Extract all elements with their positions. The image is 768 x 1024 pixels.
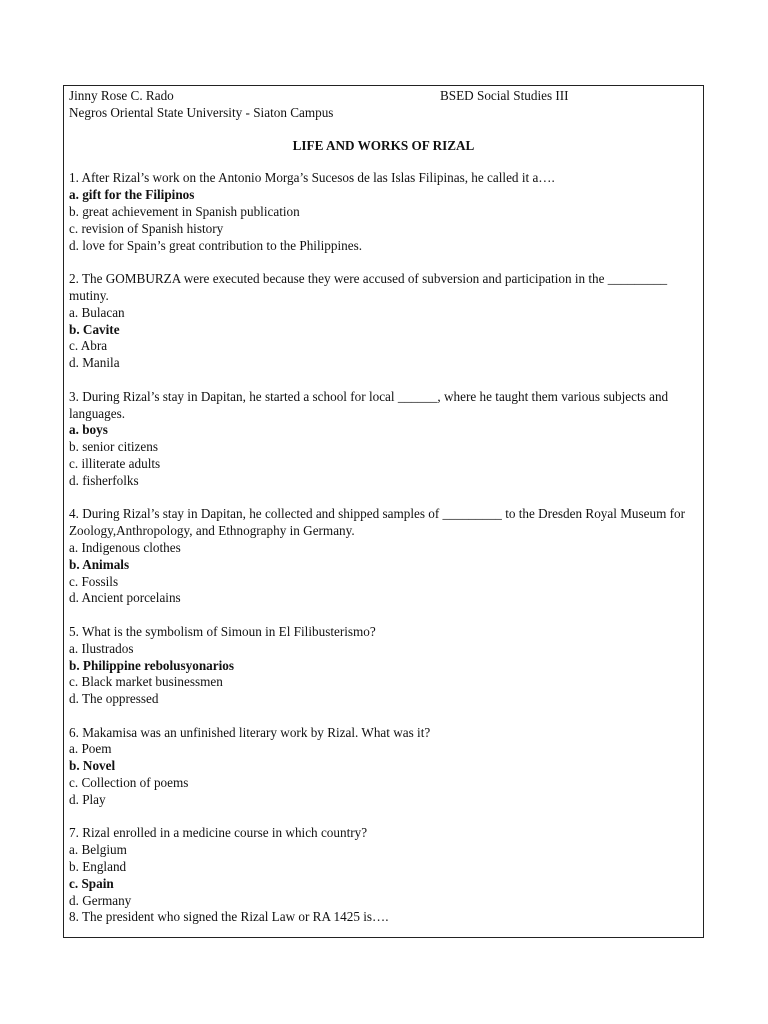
answer-option-correct: a. gift for the Filipinos	[69, 187, 195, 203]
question-item	[69, 506, 694, 607]
question-item	[69, 271, 694, 372]
question-item	[69, 909, 694, 926]
answer-option: c. Black market businessmen	[69, 674, 223, 690]
answer-option-correct: b. Cavite	[69, 321, 120, 337]
question-item	[69, 170, 694, 254]
answer-option: d. The oppressed	[69, 691, 159, 707]
answer-option: b. England	[69, 859, 127, 875]
question-text: 1. After Rizal’s work on the Antonio Morga’s Sucesos de las Islas Filipinas, he called it a….	[69, 170, 555, 186]
answer-option: d. fisherfolks	[69, 472, 139, 488]
question-text: 4. During Rizal’s stay in Dapitan, he collected and shipped samples of _________ to the Dresden Royal Museum for Zoology,Anthropology, and Ethnography in Germany.	[69, 506, 686, 539]
document-title: LIFE AND WORKS OF RIZAL	[292, 137, 475, 153]
answer-option-correct: b. Animals	[69, 556, 130, 572]
question-item	[69, 725, 694, 809]
answer-option-correct: b. Novel	[69, 758, 116, 774]
answer-option-correct: c. Spain	[69, 875, 114, 891]
answer-option: c. Fossils	[69, 573, 119, 589]
answer-option: b. great achievement in Spanish publication	[69, 203, 300, 219]
answer-option: c. revision of Spanish history	[69, 220, 224, 236]
question-text: 6. Makamisa was an unfinished literary work by Rizal. What was it?	[69, 724, 431, 740]
answer-option: a. Ilustrados	[69, 640, 134, 656]
question-text: 3. During Rizal’s stay in Dapitan, he started a school for local ______, where he taught them various subjects and languages.	[69, 388, 669, 421]
answer-option: d. Germany	[69, 892, 132, 908]
answer-option: c. Abra	[69, 338, 108, 354]
answer-option: d. Ancient porcelains	[69, 590, 181, 606]
answer-option: b. senior citizens	[69, 439, 158, 455]
question-item	[69, 624, 694, 708]
answer-option-correct: a. boys	[69, 422, 108, 438]
author-name: Jinny Rose C. Rado	[69, 88, 174, 103]
answer-option: d. Manila	[69, 355, 120, 371]
answer-option: d. love for Spain’s great contribution to the Philippines.	[69, 237, 363, 253]
question-item	[69, 389, 694, 490]
course-name: BSED Social Studies III	[440, 88, 569, 103]
question-text: 8. The president who signed the Rizal Law or RA 1425 is….	[69, 909, 389, 925]
answer-option: a. Poem	[69, 741, 112, 757]
answer-option: d. Play	[69, 791, 106, 807]
question-text: 7. Rizal enrolled in a medicine course in which country?	[69, 825, 368, 841]
question-text: 5. What is the symbolism of Simoun in El Filibusterismo?	[69, 623, 376, 639]
answer-option: a. Belgium	[69, 842, 127, 858]
answer-option-correct: b. Philippine rebolusyonarios	[69, 657, 235, 673]
answer-option: c. illiterate adults	[69, 455, 161, 471]
answer-option: a. Bulacan	[69, 304, 125, 320]
document-body	[69, 88, 694, 943]
question-text: 2. The GOMBURZA were executed because they were accused of subversion and participation in the _________ mutiny.	[69, 271, 668, 303]
question-list	[69, 170, 694, 926]
answer-option: c. Collection of poems	[69, 775, 189, 791]
header-row	[69, 88, 694, 105]
question-item	[69, 825, 694, 909]
answer-option: a. Indigenous clothes	[69, 539, 181, 555]
school-name: Negros Oriental State University - Siaton Campus	[69, 104, 334, 120]
